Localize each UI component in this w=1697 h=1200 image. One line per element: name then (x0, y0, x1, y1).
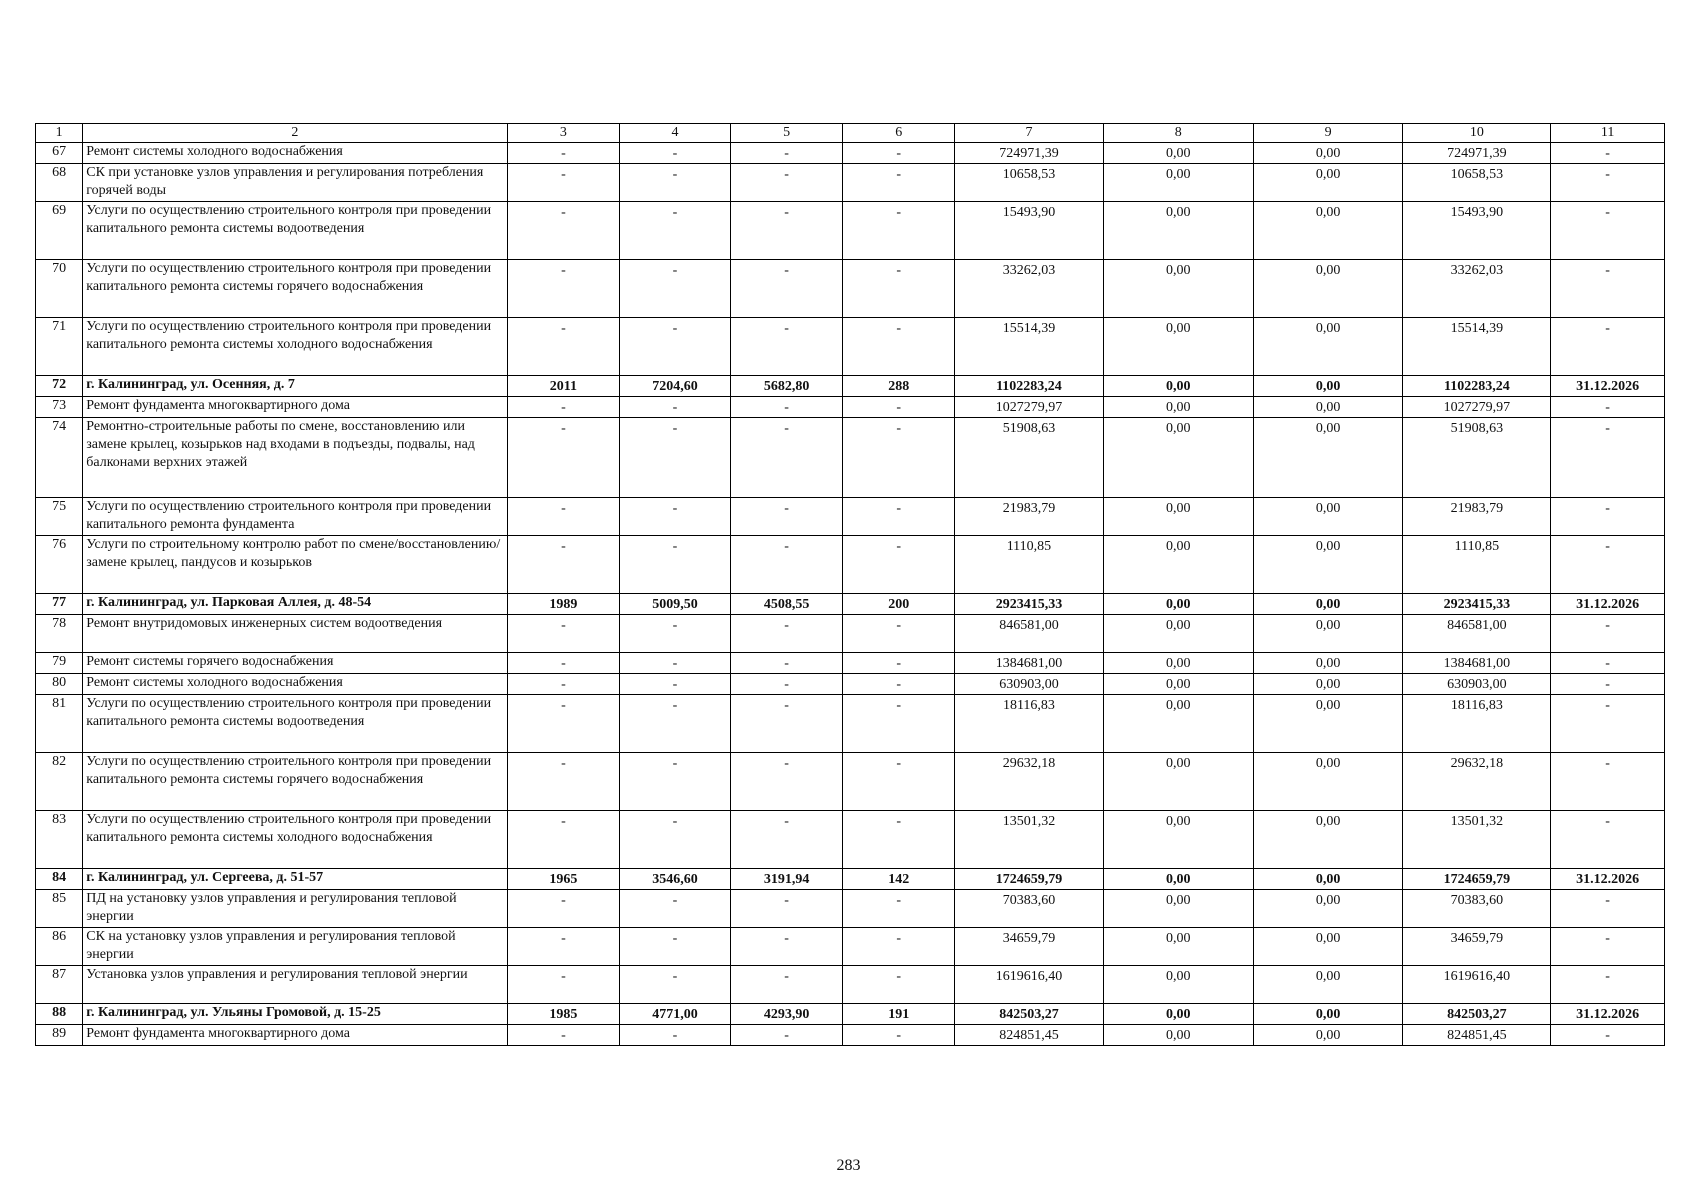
value-cell: 1619616,40 (955, 966, 1104, 1004)
value-cell: - (730, 202, 843, 260)
value-cell: 0,00 (1103, 753, 1253, 811)
value-cell: - (730, 928, 843, 966)
value-cell: - (620, 397, 731, 418)
value-cell: 31.12.2026 (1551, 869, 1665, 890)
table-row (36, 418, 1665, 498)
value-cell: 0,00 (1253, 695, 1403, 753)
value-cell: 1110,85 (1403, 536, 1551, 594)
value-cell: - (1551, 536, 1665, 594)
value-cell: 630903,00 (1403, 674, 1551, 695)
value-cell: - (507, 890, 620, 928)
value-cell: 1102283,24 (955, 376, 1104, 397)
value-cell: - (843, 615, 955, 653)
row-number-cell: 69 (36, 202, 83, 260)
value-cell: 1989 (507, 594, 620, 615)
value-cell: - (1551, 1025, 1665, 1046)
value-cell: 29632,18 (955, 753, 1104, 811)
value-cell: - (620, 536, 731, 594)
value-cell: 0,00 (1103, 143, 1253, 164)
header-cell: 6 (843, 124, 955, 143)
table-row (36, 890, 1665, 928)
value-cell: 0,00 (1103, 1004, 1253, 1025)
value-cell: - (507, 615, 620, 653)
value-cell: - (620, 1025, 731, 1046)
description-cell: СК на установку узлов управления и регулирования тепловой энергии (83, 928, 507, 966)
value-cell: 0,00 (1253, 164, 1403, 202)
value-cell: - (620, 811, 731, 869)
value-cell: 200 (843, 594, 955, 615)
row-number-cell: 79 (36, 653, 83, 674)
value-cell: - (507, 164, 620, 202)
value-cell: 724971,39 (1403, 143, 1551, 164)
value-cell: - (1551, 143, 1665, 164)
value-cell: - (843, 890, 955, 928)
value-cell: - (507, 674, 620, 695)
value-cell: 4771,00 (620, 1004, 731, 1025)
value-cell: - (843, 260, 955, 318)
value-cell: 0,00 (1253, 869, 1403, 890)
value-cell: 7204,60 (620, 376, 731, 397)
value-cell: 0,00 (1103, 202, 1253, 260)
table-row (36, 397, 1665, 418)
row-number-cell: 81 (36, 695, 83, 753)
description-cell: Установка узлов управления и регулирования тепловой энергии (83, 966, 507, 1004)
value-cell: 0,00 (1103, 695, 1253, 753)
table-row (36, 1025, 1665, 1046)
value-cell: - (620, 966, 731, 1004)
table-row (36, 615, 1665, 653)
description-cell: Услуги по осуществлению строительного контроля при проведении капитального ремонта системы холодного водоснабжения (83, 811, 507, 869)
value-cell: 0,00 (1103, 594, 1253, 615)
description-cell: г. Калининград, ул. Парковая Аллея, д. 48-54 (83, 594, 507, 615)
value-cell: - (620, 418, 731, 498)
value-cell: - (843, 397, 955, 418)
table-row (36, 695, 1665, 753)
description-cell: Ремонт фундамента многоквартирного дома (83, 1025, 507, 1046)
value-cell: - (1551, 397, 1665, 418)
description-cell: Услуги по осуществлению строительного контроля при проведении капитального ремонта фундамента (83, 498, 507, 536)
data-table (35, 123, 1665, 1046)
value-cell: 15514,39 (1403, 318, 1551, 376)
value-cell: 2923415,33 (1403, 594, 1551, 615)
value-cell: - (1551, 260, 1665, 318)
value-cell: - (843, 653, 955, 674)
description-cell: Ремонт системы горячего водоснабжения (83, 653, 507, 674)
value-cell: 1027279,97 (955, 397, 1104, 418)
value-cell: 4293,90 (730, 1004, 843, 1025)
description-cell: Ремонтно-строительные работы по смене, восстановлению или замене крылец, козырьков над входами в подъезды, подвалы, над балконами верхних этажей (83, 418, 507, 498)
value-cell: 1985 (507, 1004, 620, 1025)
value-cell: 0,00 (1253, 928, 1403, 966)
value-cell: - (1551, 498, 1665, 536)
value-cell: - (507, 695, 620, 753)
header-cell: 3 (507, 124, 620, 143)
description-cell: Ремонт системы холодного водоснабжения (83, 674, 507, 695)
value-cell: - (730, 615, 843, 653)
value-cell: - (1551, 418, 1665, 498)
value-cell: 0,00 (1253, 615, 1403, 653)
table-row (36, 536, 1665, 594)
value-cell: 15493,90 (955, 202, 1104, 260)
value-cell: 0,00 (1253, 202, 1403, 260)
value-cell: 13501,32 (955, 811, 1104, 869)
value-cell: 1102283,24 (1403, 376, 1551, 397)
value-cell: - (1551, 695, 1665, 753)
value-cell: - (730, 318, 843, 376)
value-cell: 0,00 (1103, 966, 1253, 1004)
value-cell: 70383,60 (955, 890, 1104, 928)
value-cell: 142 (843, 869, 955, 890)
value-cell: 0,00 (1103, 164, 1253, 202)
value-cell: 0,00 (1253, 890, 1403, 928)
row-number-cell: 85 (36, 890, 83, 928)
value-cell: - (507, 260, 620, 318)
value-cell: 1965 (507, 869, 620, 890)
header-cell: 11 (1551, 124, 1665, 143)
value-cell: - (843, 318, 955, 376)
table-row (36, 966, 1665, 1004)
value-cell: - (620, 498, 731, 536)
value-cell: - (1551, 653, 1665, 674)
description-cell: Услуги по осуществлению строительного контроля при проведении капитального ремонта системы водоотведения (83, 202, 507, 260)
value-cell: 288 (843, 376, 955, 397)
row-number-cell: 73 (36, 397, 83, 418)
row-number-cell: 72 (36, 376, 83, 397)
row-number-cell: 80 (36, 674, 83, 695)
value-cell: - (507, 811, 620, 869)
value-cell: 0,00 (1103, 418, 1253, 498)
value-cell: - (843, 164, 955, 202)
value-cell: 0,00 (1253, 653, 1403, 674)
value-cell: - (843, 928, 955, 966)
table-row (36, 674, 1665, 695)
value-cell: 1384681,00 (1403, 653, 1551, 674)
table-row (36, 653, 1665, 674)
description-cell: Ремонт внутридомовых инженерных систем водоотведения (83, 615, 507, 653)
value-cell: - (620, 143, 731, 164)
value-cell: - (843, 202, 955, 260)
value-cell: 0,00 (1253, 318, 1403, 376)
value-cell: - (730, 164, 843, 202)
table-row-address (36, 1004, 1665, 1025)
value-cell: 5009,50 (620, 594, 731, 615)
value-cell: 0,00 (1253, 594, 1403, 615)
value-cell: - (730, 674, 843, 695)
value-cell: 15493,90 (1403, 202, 1551, 260)
value-cell: 0,00 (1253, 966, 1403, 1004)
value-cell: 29632,18 (1403, 753, 1551, 811)
row-number-cell: 82 (36, 753, 83, 811)
value-cell: 51908,63 (1403, 418, 1551, 498)
description-cell: г. Калининград, ул. Ульяны Громовой, д. 15-25 (83, 1004, 507, 1025)
row-number-cell: 75 (36, 498, 83, 536)
value-cell: 0,00 (1103, 890, 1253, 928)
header-row (36, 124, 1665, 143)
value-cell: - (843, 418, 955, 498)
value-cell: - (620, 753, 731, 811)
value-cell: 0,00 (1253, 1004, 1403, 1025)
value-cell: 21983,79 (1403, 498, 1551, 536)
value-cell: - (507, 1025, 620, 1046)
row-number-cell: 77 (36, 594, 83, 615)
value-cell: - (843, 811, 955, 869)
value-cell: - (730, 498, 843, 536)
value-cell: - (843, 536, 955, 594)
table-row (36, 164, 1665, 202)
description-cell: г. Калининград, ул. Сергеева, д. 51-57 (83, 869, 507, 890)
value-cell: 0,00 (1253, 397, 1403, 418)
value-cell: - (730, 1025, 843, 1046)
value-cell: - (730, 695, 843, 753)
table-row (36, 498, 1665, 536)
value-cell: - (620, 674, 731, 695)
row-number-cell: 70 (36, 260, 83, 318)
value-cell: - (730, 260, 843, 318)
description-cell: Ремонт фундамента многоквартирного дома (83, 397, 507, 418)
value-cell: - (507, 418, 620, 498)
value-cell: - (843, 695, 955, 753)
value-cell: 846581,00 (955, 615, 1104, 653)
value-cell: 0,00 (1103, 376, 1253, 397)
row-number-cell: 74 (36, 418, 83, 498)
table-row-address (36, 869, 1665, 890)
value-cell: 3191,94 (730, 869, 843, 890)
row-number-cell: 86 (36, 928, 83, 966)
row-number-cell: 88 (36, 1004, 83, 1025)
value-cell: - (1551, 928, 1665, 966)
value-cell: - (730, 397, 843, 418)
value-cell: - (1551, 318, 1665, 376)
value-cell: 0,00 (1253, 811, 1403, 869)
value-cell: 33262,03 (1403, 260, 1551, 318)
value-cell: - (730, 966, 843, 1004)
description-cell: Услуги по осуществлению строительного контроля при проведении капитального ремонта системы горячего водоснабжения (83, 260, 507, 318)
value-cell: - (507, 202, 620, 260)
value-cell: 0,00 (1253, 498, 1403, 536)
value-cell: - (620, 653, 731, 674)
row-number-cell: 89 (36, 1025, 83, 1046)
value-cell: 0,00 (1103, 674, 1253, 695)
row-number-cell: 67 (36, 143, 83, 164)
value-cell: 842503,27 (1403, 1004, 1551, 1025)
value-cell: 10658,53 (1403, 164, 1551, 202)
value-cell: 3546,60 (620, 869, 731, 890)
value-cell: 1724659,79 (955, 869, 1104, 890)
value-cell: 724971,39 (955, 143, 1104, 164)
page-number: 283 (836, 1157, 861, 1174)
value-cell: - (620, 890, 731, 928)
description-cell: Услуги по осуществлению строительного контроля при проведении капитального ремонта системы горячего водоснабжения (83, 753, 507, 811)
value-cell: - (507, 143, 620, 164)
value-cell: - (730, 890, 843, 928)
value-cell: 1619616,40 (1403, 966, 1551, 1004)
value-cell: - (730, 753, 843, 811)
value-cell: 0,00 (1103, 536, 1253, 594)
value-cell: 21983,79 (955, 498, 1104, 536)
description-cell: Услуги по осуществлению строительного контроля при проведении капитального ремонта системы водоотведения (83, 695, 507, 753)
value-cell: - (620, 615, 731, 653)
row-number-cell: 76 (36, 536, 83, 594)
header-cell: 9 (1253, 124, 1403, 143)
value-cell: - (843, 674, 955, 695)
value-cell: 0,00 (1103, 1025, 1253, 1046)
description-cell: Ремонт системы холодного водоснабжения (83, 143, 507, 164)
header-cell: 1 (36, 124, 83, 143)
value-cell: 0,00 (1253, 1025, 1403, 1046)
description-cell: СК при установке узлов управления и регулирования потребления горячей воды (83, 164, 507, 202)
row-number-cell: 87 (36, 966, 83, 1004)
table-row (36, 260, 1665, 318)
value-cell: - (730, 536, 843, 594)
value-cell: - (620, 202, 731, 260)
value-cell: 18116,83 (955, 695, 1104, 753)
value-cell: - (507, 966, 620, 1004)
value-cell: - (507, 397, 620, 418)
value-cell: 0,00 (1253, 753, 1403, 811)
value-cell: - (843, 498, 955, 536)
value-cell: - (507, 753, 620, 811)
table-row-address (36, 376, 1665, 397)
value-cell: 4508,55 (730, 594, 843, 615)
value-cell: 824851,45 (955, 1025, 1104, 1046)
header-cell: 10 (1403, 124, 1551, 143)
value-cell: - (1551, 811, 1665, 869)
value-cell: 1724659,79 (1403, 869, 1551, 890)
value-cell: 0,00 (1103, 498, 1253, 536)
description-cell: Услуги по осуществлению строительного контроля при проведении капитального ремонта системы холодного водоснабжения (83, 318, 507, 376)
description-cell: Услуги по строительному контролю работ по смене/восстановлению/замене крылец, пандусов и козырьков (83, 536, 507, 594)
value-cell: - (843, 753, 955, 811)
description-cell: ПД на установку узлов управления и регулирования тепловой энергии (83, 890, 507, 928)
table-row (36, 318, 1665, 376)
value-cell: - (620, 318, 731, 376)
value-cell: - (507, 498, 620, 536)
value-cell: 0,00 (1253, 260, 1403, 318)
value-cell: - (507, 318, 620, 376)
value-cell: - (1551, 674, 1665, 695)
value-cell: 31.12.2026 (1551, 1004, 1665, 1025)
value-cell: 842503,27 (955, 1004, 1104, 1025)
row-number-cell: 84 (36, 869, 83, 890)
value-cell: 1384681,00 (955, 653, 1104, 674)
value-cell: 0,00 (1103, 397, 1253, 418)
value-cell: 2923415,33 (955, 594, 1104, 615)
value-cell: - (1551, 164, 1665, 202)
header-cell: 8 (1103, 124, 1253, 143)
value-cell: - (507, 928, 620, 966)
header-cell: 5 (730, 124, 843, 143)
value-cell: - (507, 653, 620, 674)
value-cell: - (730, 653, 843, 674)
value-cell: 0,00 (1103, 653, 1253, 674)
value-cell: 191 (843, 1004, 955, 1025)
value-cell: - (620, 260, 731, 318)
table-row (36, 753, 1665, 811)
value-cell: 31.12.2026 (1551, 594, 1665, 615)
table-row-address (36, 594, 1665, 615)
value-cell: 1027279,97 (1403, 397, 1551, 418)
value-cell: 0,00 (1253, 143, 1403, 164)
value-cell: - (843, 966, 955, 1004)
value-cell: - (1551, 615, 1665, 653)
value-cell: - (620, 695, 731, 753)
header-cell: 2 (83, 124, 507, 143)
value-cell: - (1551, 966, 1665, 1004)
value-cell: - (730, 418, 843, 498)
table-row (36, 928, 1665, 966)
table-row (36, 811, 1665, 869)
value-cell: - (730, 143, 843, 164)
value-cell: 2011 (507, 376, 620, 397)
value-cell: 0,00 (1103, 928, 1253, 966)
value-cell: 13501,32 (1403, 811, 1551, 869)
row-number-cell: 78 (36, 615, 83, 653)
value-cell: - (620, 928, 731, 966)
value-cell: 0,00 (1253, 376, 1403, 397)
value-cell: 0,00 (1103, 811, 1253, 869)
value-cell: 51908,63 (955, 418, 1104, 498)
value-cell: - (1551, 202, 1665, 260)
value-cell: 10658,53 (955, 164, 1104, 202)
table-row (36, 202, 1665, 260)
value-cell: - (730, 811, 843, 869)
row-number-cell: 68 (36, 164, 83, 202)
value-cell: 0,00 (1103, 318, 1253, 376)
value-cell: - (843, 1025, 955, 1046)
value-cell: 0,00 (1253, 536, 1403, 594)
value-cell: - (1551, 753, 1665, 811)
value-cell: 846581,00 (1403, 615, 1551, 653)
table-body (36, 124, 1665, 1046)
header-cell: 7 (955, 124, 1104, 143)
value-cell: 31.12.2026 (1551, 376, 1665, 397)
value-cell: 33262,03 (955, 260, 1104, 318)
value-cell: - (620, 164, 731, 202)
table-row (36, 143, 1665, 164)
value-cell: - (1551, 890, 1665, 928)
value-cell: 0,00 (1253, 674, 1403, 695)
value-cell: 0,00 (1103, 260, 1253, 318)
value-cell: 0,00 (1103, 869, 1253, 890)
value-cell: - (507, 536, 620, 594)
value-cell: 824851,45 (1403, 1025, 1551, 1046)
row-number-cell: 83 (36, 811, 83, 869)
value-cell: 18116,83 (1403, 695, 1551, 753)
value-cell: - (843, 143, 955, 164)
value-cell: 70383,60 (1403, 890, 1551, 928)
value-cell: 0,00 (1253, 418, 1403, 498)
value-cell: 0,00 (1103, 615, 1253, 653)
description-cell: г. Калининград, ул. Осенняя, д. 7 (83, 376, 507, 397)
value-cell: 630903,00 (955, 674, 1104, 695)
value-cell: 34659,79 (955, 928, 1104, 966)
value-cell: 15514,39 (955, 318, 1104, 376)
value-cell: 5682,80 (730, 376, 843, 397)
value-cell: 1110,85 (955, 536, 1104, 594)
row-number-cell: 71 (36, 318, 83, 376)
header-cell: 4 (620, 124, 731, 143)
value-cell: 34659,79 (1403, 928, 1551, 966)
